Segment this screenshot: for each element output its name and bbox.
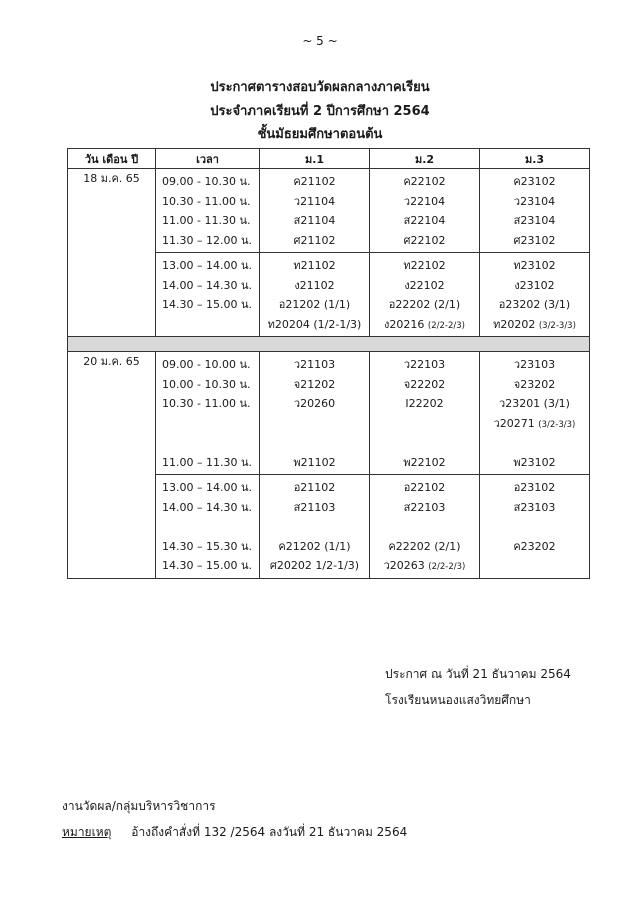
page-number: ~ 5 ~ xyxy=(302,34,338,48)
m2-cell: อ22102 ส22103 ค22202 (2/1) ว20263 (2/2-2/3) xyxy=(370,475,480,579)
m3-cell: ค23102 ว23104 ส23104 ศ23102 xyxy=(480,169,590,253)
m2-cell: ว22103 จ22202 I22202 พ22102 xyxy=(370,352,480,475)
header-time: เวลา xyxy=(156,149,260,169)
time-cell: 09.00 - 10.30 น. 10.30 - 11.00 น. 11.00 - 11.30 น. 11.30 – 12.00 น. xyxy=(156,169,260,253)
date-cell-day1: 18 ม.ค. 65 xyxy=(68,169,156,337)
header-m1: ม.1 xyxy=(260,149,370,169)
footnote-text: อ้างถึงคำสั่งที่ 132 /2564 ลงวันที่ 21 ธันวาคม 2564 xyxy=(131,825,408,839)
m1-cell: ท21102 ง21102 อ21202 (1/1) ท20204 (1/2-1/3) xyxy=(260,253,370,337)
table-row xyxy=(68,352,590,475)
department-name: งานวัดผล/กลุ่มบริหารวิชาการ xyxy=(62,799,216,813)
footnote-label: หมายเหตุ xyxy=(62,825,112,839)
header-date: วัน เดือน ปี xyxy=(68,149,156,169)
m1-cell: อ21102 ส21103 ค21202 (1/1) ศ20202 1/2-1/3) xyxy=(260,475,370,579)
header-m2: ม.2 xyxy=(370,149,480,169)
document-title: ประกาศตารางสอบวัดผลกลางภาคเรียน xyxy=(210,80,430,95)
header-m3: ม.3 xyxy=(480,149,590,169)
exam-schedule-table xyxy=(67,148,590,579)
date-cell-day2: 20 ม.ค. 65 xyxy=(68,352,156,579)
day-separator-row xyxy=(68,337,590,352)
time-cell: 13.00 – 14.00 น. 14.00 – 14.30 น. 14.30 – 15.00 น. xyxy=(156,253,260,337)
school-name: โรงเรียนหนองแสงวิทยศึกษา xyxy=(385,693,531,707)
m1-cell: ค21102 ว21104 ส21104 ศ21102 xyxy=(260,169,370,253)
m3-cell: อ23102 ส23103 ค23202 xyxy=(480,475,590,579)
announcement-date: ประกาศ ณ วันที่ 21 ธันวาคม 2564 xyxy=(385,667,571,681)
m2-cell: ค22102 ว22104 ส22104 ศ22102 xyxy=(370,169,480,253)
document-subtitle-level: ชั้นมัธยมศึกษาตอนต้น xyxy=(257,127,383,142)
table-header-row xyxy=(68,149,590,169)
document-subtitle-term: ประจำภาคเรียนที่ 2 ปีการศึกษา 2564 xyxy=(210,104,430,119)
m2-cell: ท22102 ง22102 อ22202 (2/1) ง20216 (2/2-2/3) xyxy=(370,253,480,337)
time-cell: 13.00 – 14.00 น. 14.00 – 14.30 น. 14.30 – 15.30 น. 14.30 – 15.00 น. xyxy=(156,475,260,579)
m3-cell: ว23103 จ23202 ว23201 (3/1) ว20271 (3/2-3/3) พ23102 xyxy=(480,352,590,475)
footnote xyxy=(62,823,407,842)
m1-cell: ว21103 จ21202 ว20260 พ21102 xyxy=(260,352,370,475)
table-row xyxy=(68,169,590,253)
m3-cell: ท23102 ง23102 อ23202 (3/1) ท20202 (3/2-3/3) xyxy=(480,253,590,337)
time-cell: 09.00 - 10.00 น. 10.00 - 10.30 น. 10.30 - 11.00 น. 11.00 – 11.30 น. xyxy=(156,352,260,475)
